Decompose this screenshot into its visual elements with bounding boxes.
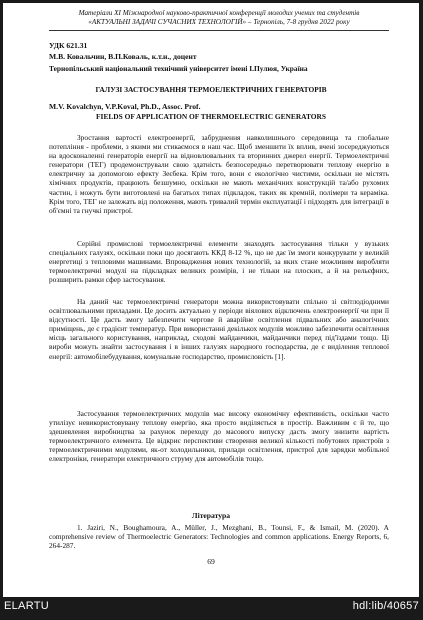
udk-code: УДК 621.31 [49, 41, 88, 50]
conference-header-line-2: «АКТУАЛЬНІ ЗАДАЧІ СУЧАСНИХ ТЕХНОЛОГІЙ» – Тернопіль, 7-8 грудня 2022 року [88, 18, 350, 26]
authors-en: M.V. Kovalchyn, V.P.Koval, Ph.D., Assoc. Prof. [49, 102, 201, 111]
paragraph-2: Серійні промислові термоелектричні елементи знаходять застосування тільки у вузьких спеціальних галузях, оскільки поки що досягають ККД 8-12 %, що не дає їм змоги конкурувати у великій енергетиці з тепловими машинами. Впровадження нових технологій, за яких стане можливим виробляти термоелектричні модулі на підкладках великих розмірів, і не тільки на плоских, а й на рельєфних, розширить рамки сфер застосування. [49, 239, 389, 285]
footer-handle-label: hdl:lib/40657 [352, 600, 419, 612]
title-en: FIELDS OF APPLICATION OF THERMOELECTRIC GENERATORS [96, 112, 326, 121]
header-rule [49, 30, 389, 31]
footer-repository-label: ELARTU [4, 600, 49, 612]
title-ua: ГАЛУЗІ ЗАСТОСУВАННЯ ТЕРМОЕЛЕКТРИЧНИХ ГЕНЕРАТОРІВ [95, 85, 327, 94]
references-heading: Література [191, 511, 231, 520]
page-number: 69 [207, 557, 215, 566]
conference-header-line-1: Матеріали XI Міжнародної науково-практичної конференції молодих учених та студентів [78, 9, 360, 17]
authors-ua: М.В. Ковальчин, В.П.Коваль, к.т.н., доцент [49, 52, 197, 61]
paragraph-4: Застосування термоелектричних модулів має високу економічну ефективність, оскільки часто утилізує невикористовувану теплову енергію, яка просто виділяється в простір. Важливим є й те, що здешевлення виробництва за рахунок переходу до масового випуску дасть змогу знизити вартість термоелектричного елемента. Це відкриє перспективи створення великої кількості побутових пристроїв з термоелектричними модулями, як-от холодильники, прилади освітлення, пристрої для зарядки мобільної електроніки, генератори електричного струму для автомобілів тощо. [49, 409, 389, 464]
reference-item: 1. Jaziri, N., Boughamoura, A., Müller, J., Mezghani, B., Tounsi, F., & Ismail, M. (2020). A comprehensive review of Thermoelectric Generators: Technologies and common applications. Energy Reports, 6, 264-287. [49, 523, 389, 551]
paragraph-3: На даний час термоелектричні генератори можна використовувати спільно зі світлодіодними освітлювальними приладами. Це досить актуально у періоди віялових відключень електроенергії чи при її відсутності. Це дасть змогу забезпечити чергове й аварійне освітлення підвальних або аналогічних приміщень, де є градієнт температур. При використанні декількох модулів можливо забезпечити освітлення місць загального користування, наприклад, сходові майданчики, майданчики перед під'їздами тощо. Ці вироби можуть знайти застосування і в інших галузях народного господарства, де є виділення теплової енергії: автомобілебудування, комунальне господарство, промисловість [1]. [49, 297, 389, 361]
document-page [3, 3, 419, 597]
affiliation: Тернопільський національний технічний університет імені І.Пулюя, Україна [49, 64, 308, 73]
paragraph-1: Зростання вартості електроенергії, забруднення навколишнього середовища та глобальне потепління - проблеми, з якими ми стикаємося в наш час. Щоб зменшити їх вплив, вчені зосереджуються на вдосконаленні генераторів енергії на відновлювальних та вторинних джерел енергії. Термоелектричні генератори (ТЕГ) продемонстрували свою здатність безпосередньо перетворювати теплову енергію в електричну за допомогою ефекту Зеєбека. Крім того, вони є екологічно чистими, оскільки не містять хімічних продуктів, працюють безшумно, оскільки не мають механічних конструкцій та/або рухомих частин, і можуть бути виготовлені на багатьох типах підкладок, таких як кремній, полімери та кераміка. Крім того, ТЕГ не залежать від положення, мають тривалий термін експлуатації і підходять для інтеграції в об'ємні та гнучкі пристрої. [49, 133, 389, 215]
